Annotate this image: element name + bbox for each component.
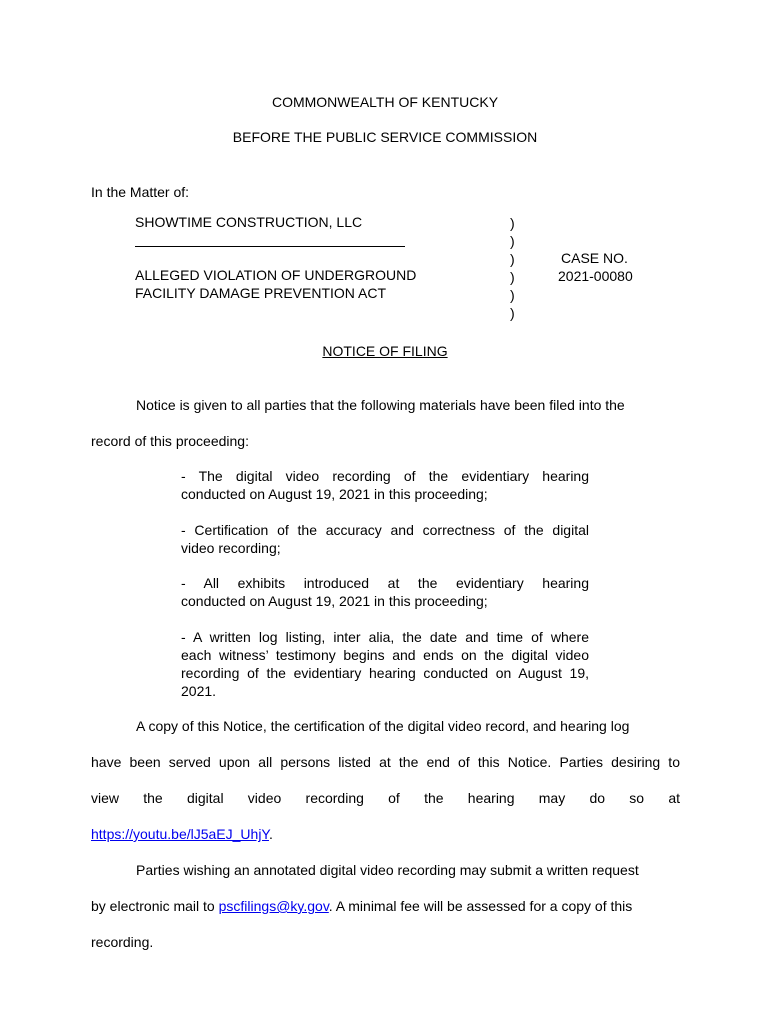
list-item-line: recording of the evidentiary hearing conducted on August 19, [181, 665, 589, 681]
caption-paren: ) [510, 287, 515, 303]
email-link[interactable]: pscfilings@ky.gov [218, 898, 329, 914]
para2-line4 [91, 826, 273, 842]
header-commonwealth: COMMONWEALTH OF KENTUCKY [271, 94, 499, 110]
list-item [181, 574, 589, 610]
link-suffix: . [268, 826, 273, 842]
caption-subject-line2: FACILITY DAMAGE PREVENTION ACT [135, 285, 387, 301]
para3-prefix: by electronic mail to [91, 898, 219, 914]
caption-intro: In the Matter of: [91, 184, 190, 200]
para1-line2: record of this proceeding: [91, 433, 249, 449]
case-label: CASE NO. [561, 250, 628, 266]
para3-line1: Parties wishing an annotated digital video recording may submit a written request [136, 862, 639, 878]
caption-paren: ) [510, 251, 515, 267]
para2-line3: view the digital video recording of the hearing may do so at [91, 790, 680, 806]
para2-line2: have been served upon all persons listed at the end of this Notice. Parties desiring to [91, 754, 680, 770]
list-item-line: video recording; [181, 540, 281, 556]
list-item-line: each witness’ testimony begins and ends on the digital video [181, 647, 589, 663]
list-item-line: - The digital video recording of the evidentiary hearing [181, 468, 589, 484]
list-item [181, 521, 589, 557]
para1-line1: Notice is given to all parties that the following materials have been filed into the [136, 397, 625, 413]
para3-suffix: . A minimal fee will be assessed for a copy of this [328, 898, 633, 914]
list-item-line: - A written log listing, inter alia, the date and time of where [181, 629, 589, 645]
caption-underline [135, 246, 405, 247]
caption-subject-line1: ALLEGED VIOLATION OF UNDERGROUND [135, 267, 417, 283]
caption-paren: ) [510, 215, 515, 231]
para3-line2 [91, 898, 632, 914]
caption-party: SHOWTIME CONSTRUCTION, LLC [135, 214, 363, 230]
case-number: 2021-00080 [558, 268, 633, 284]
list-item-line: conducted on August 19, 2021 in this proceeding; [181, 593, 488, 609]
list-item [181, 467, 589, 503]
list-item [181, 628, 589, 700]
para3-line3: recording. [91, 934, 154, 950]
list-item-line: 2021. [181, 683, 217, 699]
header-commission: BEFORE THE PUBLIC SERVICE COMMISSION [232, 129, 538, 145]
caption-paren: ) [510, 269, 515, 285]
list-item-line: conducted on August 19, 2021 in this proceeding; [181, 486, 488, 502]
caption-paren: ) [510, 305, 515, 321]
para2-line1: A copy of this Notice, the certification of the digital video record, and hearing log [136, 718, 630, 734]
notice-title: NOTICE OF FILING [322, 343, 448, 359]
list-item-line: - All exhibits introduced at the evidentiary hearing [181, 575, 589, 591]
youtube-link[interactable]: https://youtu.be/lJ5aEJ_UhjY [91, 826, 269, 842]
caption-paren: ) [510, 233, 515, 249]
list-item-line: - Certification of the accuracy and correctness of the digital [181, 522, 589, 538]
